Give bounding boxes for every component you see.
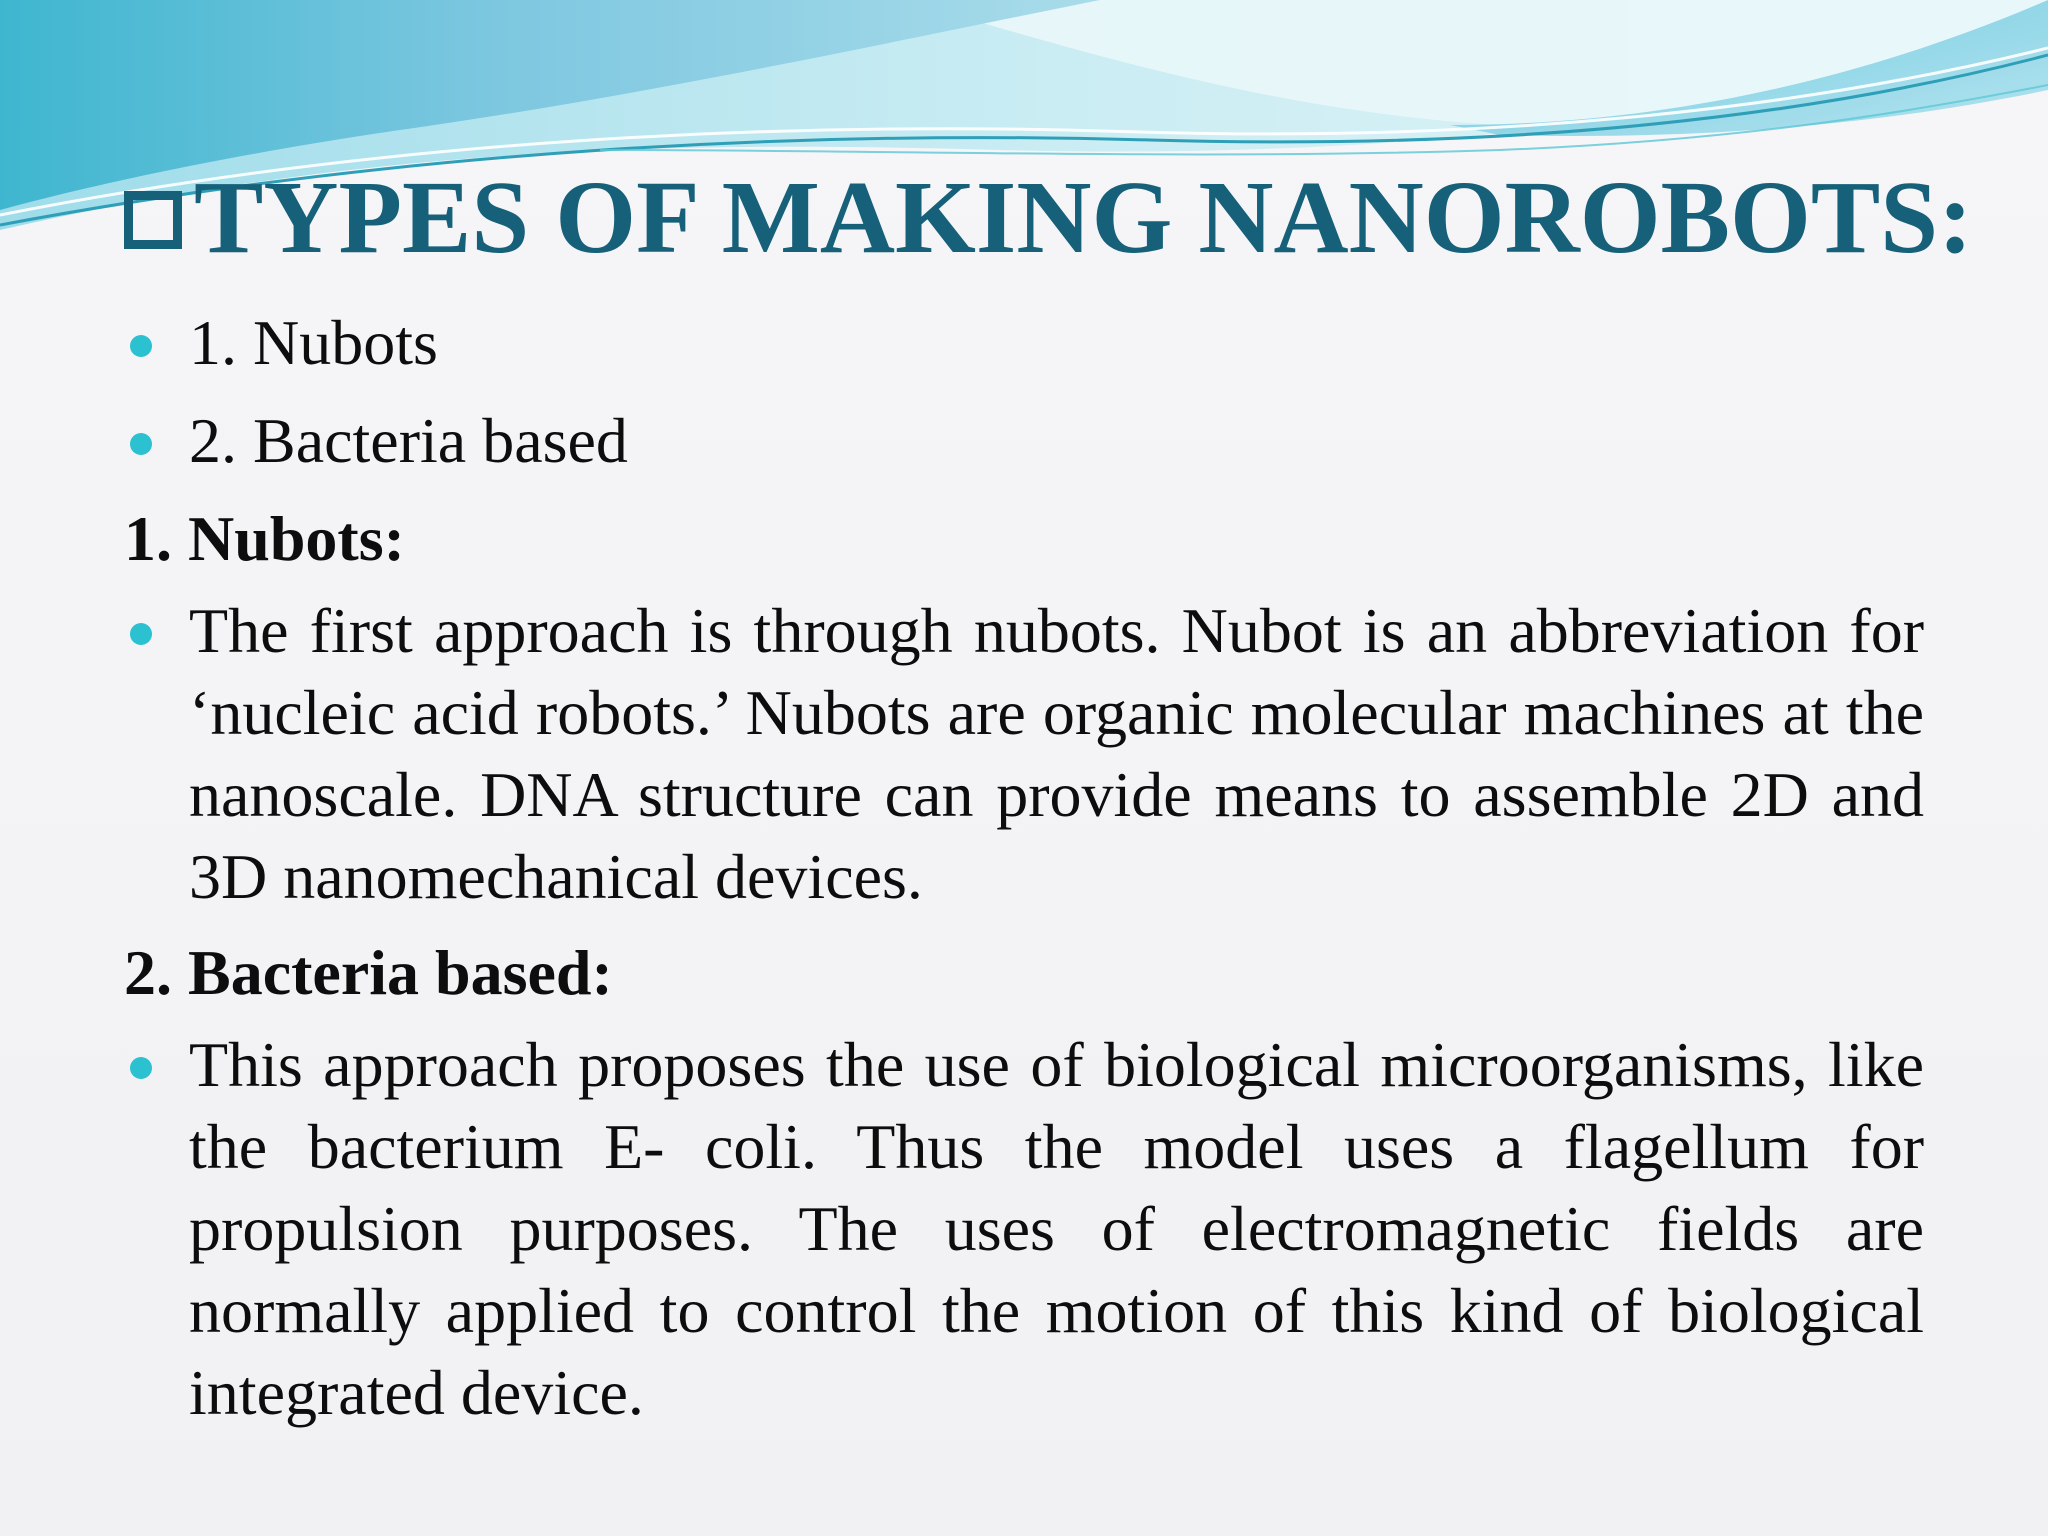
paragraph-text: This approach proposes the use of biological microorganisms, like the bacterium E- coli. Thus the model uses a flagellum for propulsion purposes. The uses of electromagnetic fields are normally applied to control the motion of this kind of biological integrated device.	[189, 1029, 1924, 1428]
slide-title-text: TYPES OF MAKING NANOROBOTS:	[194, 160, 1973, 275]
paragraph-text: The first approach is through nubots. Nubot is an abbreviation for ‘nucleic acid robots.’ Nubots are organic molecular machines at the nanoscale. DNA structure can provide means to assemble 2D and 3D nanomechanical devices.	[189, 595, 1924, 912]
list-item	[124, 302, 1924, 384]
paragraph-nubots	[124, 590, 1924, 918]
hollow-square-bullet-icon	[124, 191, 182, 249]
round-bullet-icon	[130, 433, 152, 455]
slide-title	[124, 158, 1973, 278]
paragraph-bacteria	[124, 1024, 1924, 1434]
round-bullet-icon	[130, 335, 152, 357]
list-item	[124, 400, 1924, 482]
list-item-text: 1. Nubots	[189, 307, 438, 378]
round-bullet-icon	[130, 1057, 152, 1079]
section-heading-nubots: 1. Nubots:	[124, 503, 405, 574]
list-item-text: 2. Bacteria based	[189, 405, 628, 476]
round-bullet-icon	[130, 623, 152, 645]
section-heading-bacteria: 2. Bacteria based:	[124, 937, 613, 1008]
slide-body	[124, 302, 1924, 1448]
